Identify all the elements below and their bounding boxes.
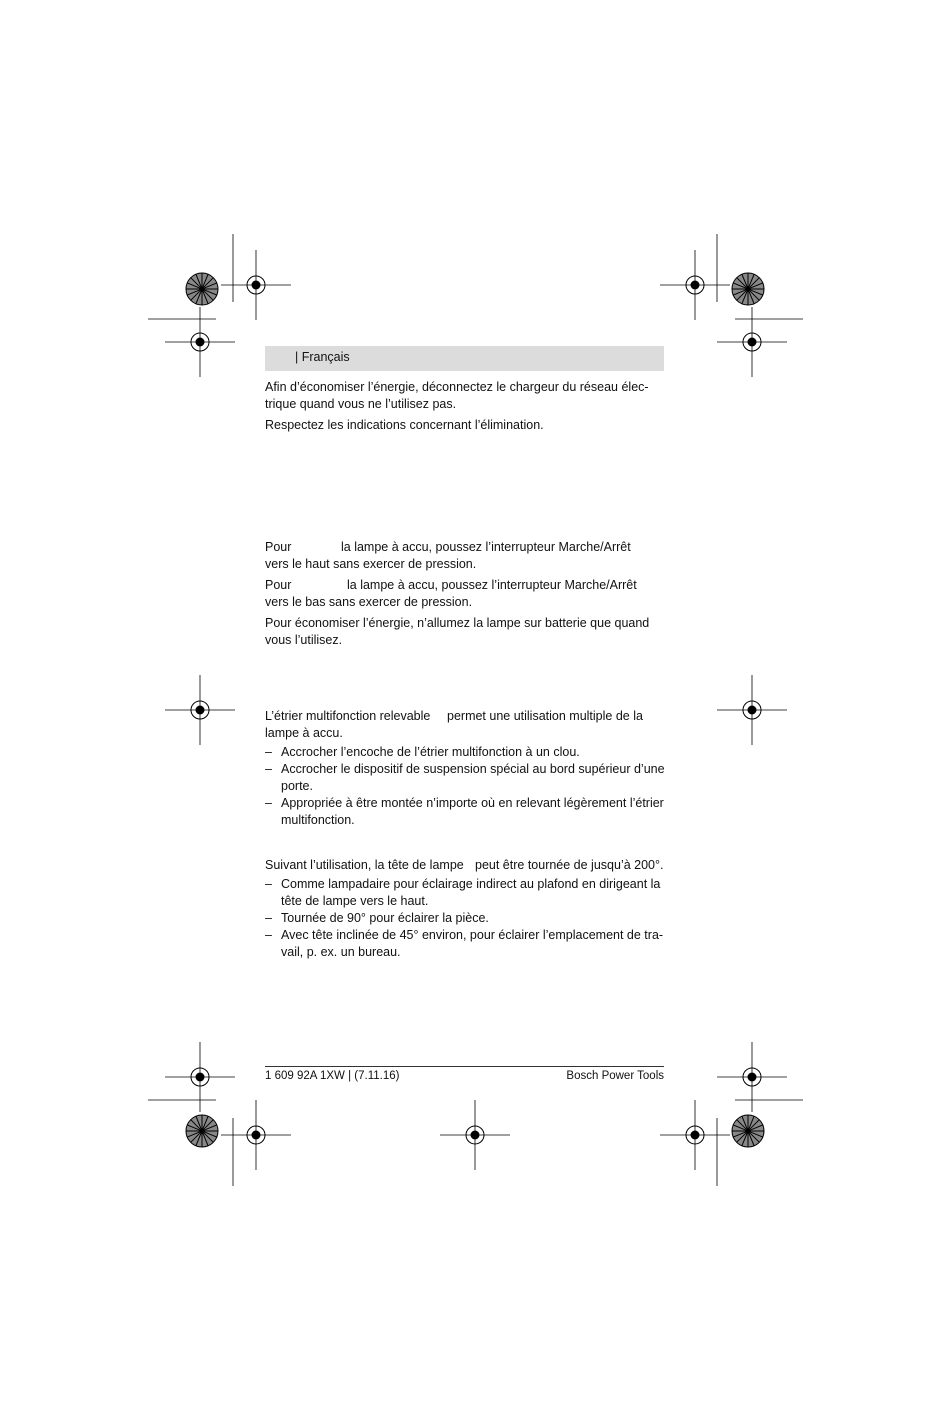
list-dash: – <box>265 911 272 925</box>
list-dash: – <box>265 928 272 942</box>
list-item-text-cont: tête de lampe vers le haut. <box>281 894 429 908</box>
paragraph-energy-2: trique quand vous ne l’utilisez pas. <box>265 397 457 411</box>
list-item-text: Accrocher l’encoche de l’étrier multifonction à un clou. <box>281 745 580 759</box>
list-item <box>265 761 665 795</box>
paragraph-off-start: Pour <box>265 578 292 592</box>
list-item <box>265 927 665 961</box>
paragraph-disposal: Respectez les indications concernant l’élimination. <box>265 418 544 432</box>
paragraph-on-end: vers le haut sans exercer de pression. <box>265 557 477 571</box>
list-dash: – <box>265 877 272 891</box>
paragraph-energy-1: Afin d’économiser l’énergie, déconnectez le chargeur du réseau élec- <box>265 380 649 394</box>
paragraph-bracket-end: lampe à accu. <box>265 726 343 740</box>
list-dash: – <box>265 745 272 759</box>
footer-brand: Bosch Power Tools <box>566 1070 664 1082</box>
paragraph-bracket-mid: permet une utilisation multiple de la <box>447 709 643 723</box>
paragraph-on-start: Pour <box>265 540 292 554</box>
list-item-text-cont: porte. <box>281 779 313 793</box>
section-title: | Français <box>295 350 350 364</box>
list-item <box>265 876 665 910</box>
list-item-text-cont: vail, p. ex. un bureau. <box>281 945 401 959</box>
list-item-text: Comme lampadaire pour éclairage indirect au plafond en dirigeant la <box>281 877 661 891</box>
footer-document-number: 1 609 92A 1XW | (7.11.16) <box>265 1070 400 1082</box>
list-item-text-cont: multifonction. <box>281 813 355 827</box>
list-dash: – <box>265 762 272 776</box>
footer-divider <box>265 1066 664 1067</box>
list-item-text: Appropriée à être montée n’importe où en relevant légèrement l’étrier <box>281 796 664 810</box>
list-item <box>265 795 665 829</box>
paragraph-save-energy-1: Pour économiser l’énergie, n’allumez la lampe sur batterie que quand <box>265 616 650 630</box>
paragraph-off-end: vers le bas sans exercer de pression. <box>265 595 473 609</box>
paragraph-bracket-start: L’étrier multifonction relevable <box>265 709 431 723</box>
list-dash: – <box>265 796 272 810</box>
list-item <box>265 910 665 927</box>
paragraph-off-mid: la lampe à accu, poussez l’interrupteur Marche/Arrêt <box>347 578 637 592</box>
paragraph-save-energy-2: vous l’utilisez. <box>265 633 343 647</box>
section-header-bar <box>265 346 664 371</box>
paragraph-on-mid: la lampe à accu, poussez l’interrupteur Marche/Arrêt <box>341 540 631 554</box>
list-item-text: Avec tête inclinée de 45° environ, pour éclairer l’emplacement de tra- <box>281 928 664 942</box>
paragraph-head-start: Suivant l’utilisation, la tête de lampe <box>265 858 464 872</box>
list-item-text: Tournée de 90° pour éclairer la pièce. <box>281 911 489 925</box>
paragraph-head-mid: peut être tournée de jusqu’à 200°. <box>475 858 664 872</box>
list-item-text: Accrocher le dispositif de suspension spécial au bord supérieur d’une <box>281 762 665 776</box>
list-item <box>265 744 665 761</box>
